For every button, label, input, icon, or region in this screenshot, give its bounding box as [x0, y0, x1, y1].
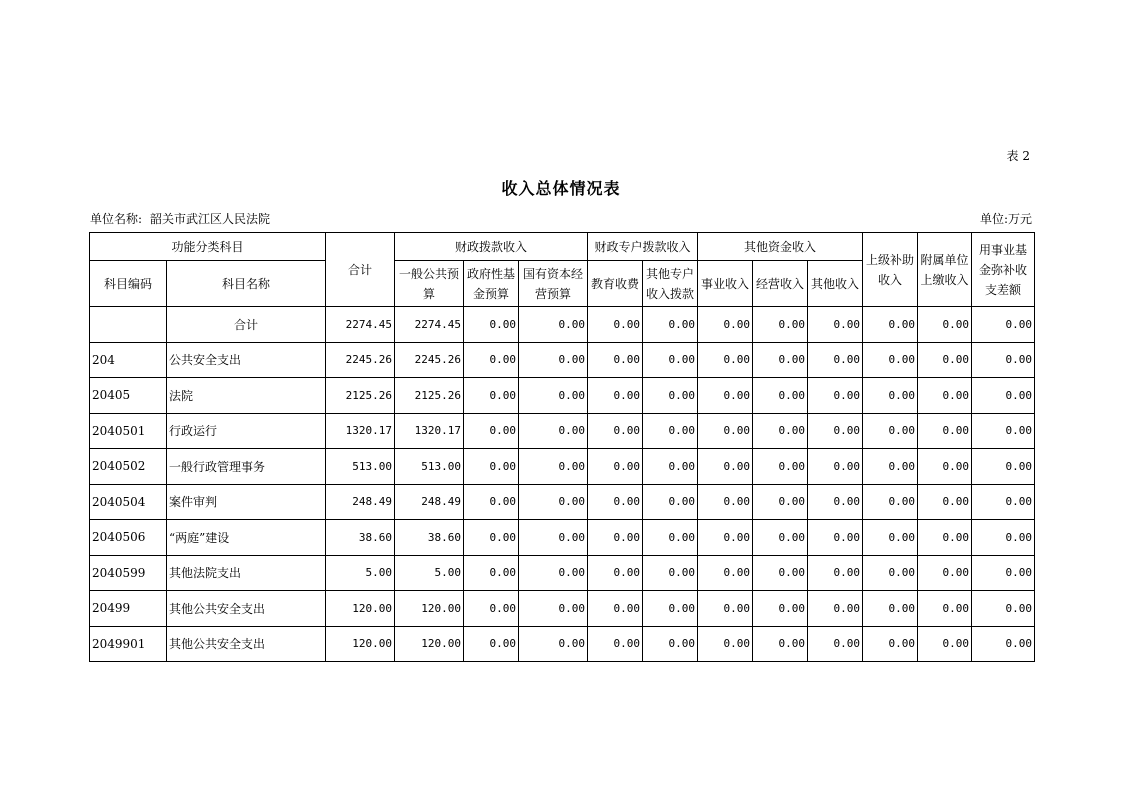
- table-row: [90, 307, 1035, 343]
- value-cell: 0.00: [698, 484, 753, 520]
- value-cell: 0.00: [863, 520, 918, 556]
- value-cell: 0.00: [698, 591, 753, 627]
- value-cell: 0.00: [519, 413, 588, 449]
- value-cell: 0.00: [464, 307, 519, 343]
- value-cell: 0.00: [698, 307, 753, 343]
- value-cell: 0.00: [808, 626, 863, 662]
- value-cell: 0.00: [972, 484, 1035, 520]
- value-cell: 0.00: [643, 484, 698, 520]
- header-other-special: 其他专户收入拨款: [643, 261, 698, 307]
- unit-name: [90, 210, 270, 227]
- value-cell: 0.00: [863, 591, 918, 627]
- value-cell: 0.00: [643, 555, 698, 591]
- value-cell: 1320.17: [395, 413, 464, 449]
- value-cell: 0.00: [588, 449, 643, 485]
- value-cell: 0.00: [753, 449, 808, 485]
- unit-name-label: 单位名称:: [90, 212, 143, 226]
- value-cell: 0.00: [519, 591, 588, 627]
- subject-name-cell: 其他公共安全支出: [167, 626, 326, 662]
- value-cell: 120.00: [395, 591, 464, 627]
- value-cell: 0.00: [519, 307, 588, 343]
- header-other-funds: 其他资金收入: [698, 233, 863, 261]
- value-cell: 0.00: [753, 591, 808, 627]
- table-row: [90, 342, 1035, 378]
- table-row: [90, 484, 1035, 520]
- value-cell: 0.00: [972, 626, 1035, 662]
- value-cell: 0.00: [863, 413, 918, 449]
- value-cell: 0.00: [698, 413, 753, 449]
- value-cell: 0.00: [519, 378, 588, 414]
- table-row: [90, 520, 1035, 556]
- header-operating-income: 经营收入: [753, 261, 808, 307]
- value-cell: 5.00: [395, 555, 464, 591]
- value-cell: 2274.45: [395, 307, 464, 343]
- table-body: [90, 307, 1035, 662]
- value-cell: 0.00: [972, 307, 1035, 343]
- value-cell: 0.00: [863, 342, 918, 378]
- value-cell: 0.00: [698, 520, 753, 556]
- value-cell: 0.00: [753, 378, 808, 414]
- value-cell: 0.00: [643, 626, 698, 662]
- value-cell: 513.00: [395, 449, 464, 485]
- value-cell: 0.00: [643, 520, 698, 556]
- value-cell: 120.00: [326, 626, 395, 662]
- value-cell: 0.00: [643, 342, 698, 378]
- value-cell: 0.00: [863, 307, 918, 343]
- value-cell: 0.00: [808, 413, 863, 449]
- value-cell: 0.00: [972, 555, 1035, 591]
- value-cell: 0.00: [464, 520, 519, 556]
- value-cell: 0.00: [972, 378, 1035, 414]
- value-cell: 0.00: [519, 555, 588, 591]
- value-cell: 0.00: [519, 449, 588, 485]
- value-cell: 2125.26: [395, 378, 464, 414]
- value-cell: 0.00: [588, 555, 643, 591]
- header-general-budget: 一般公共预算: [395, 261, 464, 307]
- value-cell: 0.00: [918, 520, 972, 556]
- value-cell: 0.00: [519, 342, 588, 378]
- value-cell: 0.00: [863, 378, 918, 414]
- value-cell: 0.00: [753, 342, 808, 378]
- value-cell: 0.00: [753, 413, 808, 449]
- value-cell: 513.00: [326, 449, 395, 485]
- subject-name-cell: 公共安全支出: [167, 342, 326, 378]
- subject-code-cell: 204: [90, 342, 167, 378]
- subject-name-cell: 其他公共安全支出: [167, 591, 326, 627]
- value-cell: 0.00: [519, 484, 588, 520]
- table-row: [90, 555, 1035, 591]
- value-cell: 0.00: [918, 342, 972, 378]
- value-cell: 0.00: [918, 307, 972, 343]
- header-business-income: 事业收入: [698, 261, 753, 307]
- value-cell: 0.00: [643, 413, 698, 449]
- value-cell: 0.00: [643, 591, 698, 627]
- header-fiscal-special: 财政专户拨款收入: [588, 233, 698, 261]
- header-subject-code: 科目编码: [90, 261, 167, 307]
- header-fiscal-allocation: 财政拨款收入: [395, 233, 588, 261]
- value-cell: 0.00: [464, 342, 519, 378]
- unit-name-value: 韶关市武江区人民法院: [150, 212, 271, 226]
- subject-code-cell: 2040501: [90, 413, 167, 449]
- subject-code-cell: 2040599: [90, 555, 167, 591]
- value-cell: 0.00: [588, 342, 643, 378]
- subject-code-cell: 2040502: [90, 449, 167, 485]
- subject-name-cell: 一般行政管理事务: [167, 449, 326, 485]
- header-func-category: 功能分类科目: [90, 233, 326, 261]
- value-cell: 0.00: [808, 449, 863, 485]
- subject-name-cell: 合计: [167, 307, 326, 343]
- subject-code-cell: 2049901: [90, 626, 167, 662]
- value-cell: 0.00: [972, 591, 1035, 627]
- value-cell: 0.00: [519, 520, 588, 556]
- value-cell: 1320.17: [326, 413, 395, 449]
- value-cell: 0.00: [643, 449, 698, 485]
- value-cell: 0.00: [918, 413, 972, 449]
- value-cell: 0.00: [753, 555, 808, 591]
- header-total: 合计: [326, 233, 395, 307]
- header-gov-fund-budget: 政府性基金预算: [464, 261, 519, 307]
- value-cell: 0.00: [918, 555, 972, 591]
- page-title: 收入总体情况表: [501, 179, 621, 198]
- subject-name-cell: 案件审判: [167, 484, 326, 520]
- table-row: [90, 378, 1035, 414]
- value-cell: 0.00: [808, 378, 863, 414]
- value-cell: 0.00: [863, 626, 918, 662]
- subject-name-cell: 法院: [167, 378, 326, 414]
- value-cell: 38.60: [326, 520, 395, 556]
- value-cell: 0.00: [808, 520, 863, 556]
- subject-code-cell: 2040506: [90, 520, 167, 556]
- header-education-fee: 教育收费: [588, 261, 643, 307]
- table-row: [90, 626, 1035, 662]
- value-cell: 248.49: [395, 484, 464, 520]
- value-cell: 38.60: [395, 520, 464, 556]
- table-row: [90, 591, 1035, 627]
- value-cell: 0.00: [588, 520, 643, 556]
- value-cell: 2245.26: [395, 342, 464, 378]
- value-cell: 0.00: [464, 449, 519, 485]
- value-cell: 0.00: [464, 591, 519, 627]
- value-cell: 0.00: [698, 342, 753, 378]
- value-cell: 0.00: [464, 413, 519, 449]
- subject-name-cell: “两庭”建设: [167, 520, 326, 556]
- value-cell: 0.00: [588, 626, 643, 662]
- value-cell: 0.00: [698, 626, 753, 662]
- value-cell: 0.00: [698, 449, 753, 485]
- value-cell: 0.00: [972, 413, 1035, 449]
- value-cell: 2274.45: [326, 307, 395, 343]
- value-cell: 2125.26: [326, 378, 395, 414]
- value-cell: 0.00: [753, 307, 808, 343]
- income-summary-table: [89, 232, 1035, 662]
- header-state-capital-budget: 国有资本经营预算: [519, 261, 588, 307]
- value-cell: 120.00: [395, 626, 464, 662]
- value-cell: 0.00: [643, 378, 698, 414]
- value-cell: 0.00: [588, 378, 643, 414]
- subject-name-cell: 其他法院支出: [167, 555, 326, 591]
- value-cell: 0.00: [643, 307, 698, 343]
- value-cell: 2245.26: [326, 342, 395, 378]
- subject-code-cell: 2040504: [90, 484, 167, 520]
- value-cell: 0.00: [588, 413, 643, 449]
- value-cell: 0.00: [863, 449, 918, 485]
- header-subject-name: 科目名称: [167, 261, 326, 307]
- value-cell: 0.00: [698, 378, 753, 414]
- header-affiliated-unit: 附属单位上缴收入: [918, 233, 972, 307]
- value-cell: 0.00: [753, 520, 808, 556]
- table-row: [90, 413, 1035, 449]
- value-cell: 0.00: [972, 449, 1035, 485]
- value-cell: 0.00: [808, 591, 863, 627]
- value-cell: 0.00: [972, 342, 1035, 378]
- value-cell: 0.00: [588, 591, 643, 627]
- value-cell: 0.00: [863, 555, 918, 591]
- header-other-income: 其他收入: [808, 261, 863, 307]
- subject-code-cell: [90, 307, 167, 343]
- value-cell: 0.00: [808, 307, 863, 343]
- table-number: 表 2: [1006, 149, 1030, 163]
- subject-code-cell: 20405: [90, 378, 167, 414]
- header-superior-subsidy: 上级补助收入: [863, 233, 918, 307]
- value-cell: 0.00: [698, 555, 753, 591]
- value-cell: 0.00: [863, 484, 918, 520]
- value-cell: 120.00: [326, 591, 395, 627]
- subject-code-cell: 20499: [90, 591, 167, 627]
- value-cell: 0.00: [918, 591, 972, 627]
- value-cell: 0.00: [519, 626, 588, 662]
- value-cell: 0.00: [808, 484, 863, 520]
- value-cell: 0.00: [588, 484, 643, 520]
- value-cell: 5.00: [326, 555, 395, 591]
- value-cell: 0.00: [918, 378, 972, 414]
- value-cell: 0.00: [808, 342, 863, 378]
- value-cell: 0.00: [464, 484, 519, 520]
- value-cell: 0.00: [972, 520, 1035, 556]
- table-row: [90, 449, 1035, 485]
- value-cell: 0.00: [918, 484, 972, 520]
- value-cell: 0.00: [918, 449, 972, 485]
- header-business-fund: 用事业基金弥补收支差额: [972, 233, 1035, 307]
- unit-label: 单位:万元: [979, 212, 1032, 226]
- value-cell: 0.00: [464, 555, 519, 591]
- value-cell: 0.00: [753, 626, 808, 662]
- value-cell: 0.00: [464, 378, 519, 414]
- value-cell: 0.00: [808, 555, 863, 591]
- value-cell: 248.49: [326, 484, 395, 520]
- value-cell: 0.00: [918, 626, 972, 662]
- value-cell: 0.00: [753, 484, 808, 520]
- value-cell: 0.00: [588, 307, 643, 343]
- subject-name-cell: 行政运行: [167, 413, 326, 449]
- value-cell: 0.00: [464, 626, 519, 662]
